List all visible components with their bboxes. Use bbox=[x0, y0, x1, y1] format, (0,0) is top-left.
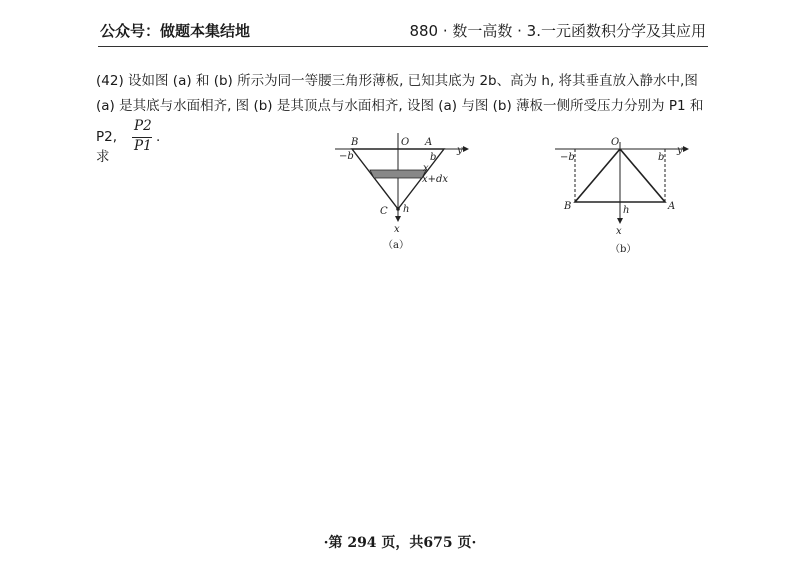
fig-a-label-B: B bbox=[351, 137, 359, 148]
figure-b bbox=[555, 128, 705, 258]
fig-a-label-O: O bbox=[401, 137, 410, 148]
fig-a-label-b: b bbox=[430, 152, 437, 163]
fig-a-label-h: h bbox=[403, 204, 410, 215]
fraction-denominator: P1 bbox=[134, 138, 152, 154]
fig-b-label-A: A bbox=[668, 201, 676, 212]
fig-b-y-arrow bbox=[683, 146, 689, 152]
question-tail: . bbox=[156, 129, 161, 145]
fig-a-strip bbox=[370, 170, 426, 178]
problem-line-1 bbox=[96, 69, 706, 94]
fig-b-label-y: y bbox=[677, 145, 683, 156]
header-right: 880 · 数一高数 · 3.一元函数积分学及其应用 bbox=[409, 22, 706, 40]
fig-a-label-x-axis: x bbox=[394, 224, 400, 235]
fraction-numerator: P2 bbox=[134, 118, 152, 134]
fig-a-label-A: A bbox=[425, 137, 433, 148]
header-rule bbox=[98, 46, 708, 47]
fig-a-x-arrow bbox=[395, 216, 401, 222]
fig-b-label-h: h bbox=[623, 205, 630, 216]
fig-a-label-minus-b: −b bbox=[339, 151, 354, 162]
fig-b-x-arrow bbox=[617, 218, 623, 224]
problem-text bbox=[96, 69, 706, 119]
figure-a bbox=[335, 128, 475, 254]
problem-line-1-text: 设如图 (a) 和 (b) 所示为同一等腰三角形薄板, 已知其底为 2b、高为 h, 将其垂直放入静水中,图 bbox=[123, 73, 698, 89]
fig-b-caption: （b） bbox=[610, 244, 637, 255]
problem-line-2: (a) 是其底与水面相齐, 图 (b) 是其顶点与水面相齐, 设图 (a) 与图 (b) 薄板一侧所受压力分别为 P1 和 bbox=[96, 98, 704, 114]
page-footer: ·第 294 页，共675 页· bbox=[323, 535, 477, 551]
fig-b-label-B: B bbox=[564, 201, 572, 212]
fig-b-label-minus-b: −b bbox=[560, 152, 575, 163]
fig-b-label-x-axis: x bbox=[616, 226, 622, 237]
fig-a-label-x-strip: x bbox=[423, 163, 429, 174]
header-left: 公众号：做题本集结地 bbox=[100, 22, 251, 40]
fig-a-label-y: y bbox=[457, 145, 463, 156]
problem-number: (42) bbox=[96, 73, 124, 89]
question-lead: P2, 求 bbox=[96, 129, 118, 165]
fig-a-caption: （a） bbox=[383, 240, 409, 251]
fig-a-point-C bbox=[396, 207, 400, 211]
fig-b-label-b: b bbox=[658, 152, 665, 163]
fig-a-label-xdx: x+dx bbox=[422, 174, 449, 185]
fig-b-label-O: O bbox=[611, 137, 620, 148]
fig-a-label-C: C bbox=[380, 206, 388, 217]
fig-a-y-arrow bbox=[463, 146, 469, 152]
